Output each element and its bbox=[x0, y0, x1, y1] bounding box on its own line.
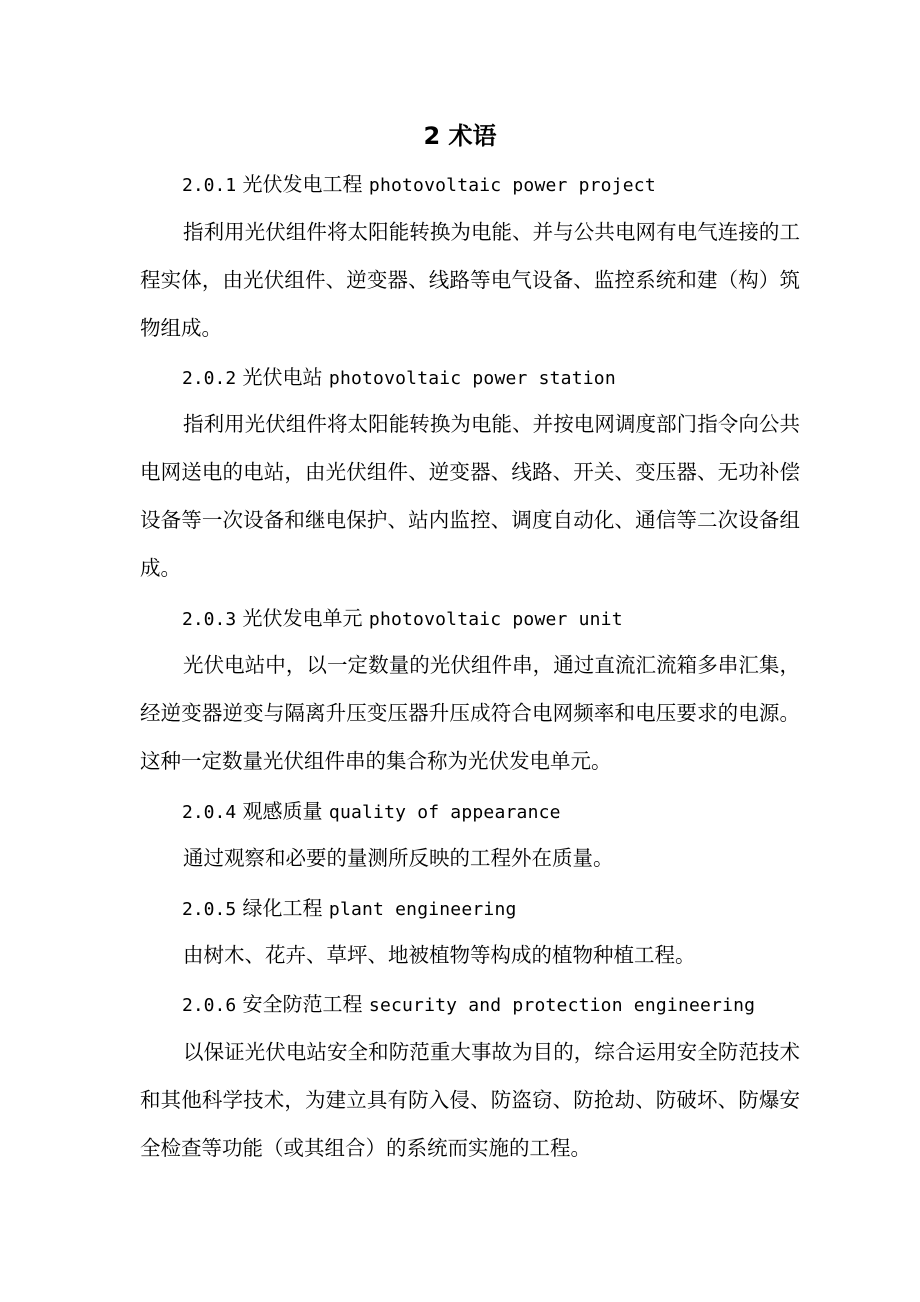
term-definition-2-0-2: 指利用光伏组件将太阳能转换为电能、并按电网调度部门指令向公共电网送电的电站，由光伏组件、逆变器、线路、开关、变压器、无功补偿设备等一次设备和继电保护、站内监控、调度自动化、通信等二次设备组成。 bbox=[140, 412, 800, 580]
term-definition-2-0-1: 指利用光伏组件将太阳能转换为电能、并与公共电网有电气连接的工程实体，由光伏组件、逆变器、线路等电气设备、监控系统和建（构）筑物组成。 bbox=[140, 220, 800, 340]
term-chinese: 观感质量 bbox=[242, 799, 323, 823]
term-heading-2-0-1 bbox=[182, 170, 822, 200]
term-heading-2-0-5 bbox=[182, 894, 822, 924]
term-english: photovoltaic power unit bbox=[368, 609, 623, 630]
term-number: 2.0.2 bbox=[182, 368, 237, 389]
term-number: 2.0.5 bbox=[182, 899, 237, 920]
term-english: security and protection engineering bbox=[368, 995, 756, 1016]
term-heading-2-0-6 bbox=[182, 990, 822, 1020]
term-english: quality of appearance bbox=[328, 802, 561, 823]
term-number: 2.0.6 bbox=[182, 995, 237, 1016]
term-chinese: 光伏发电工程 bbox=[242, 172, 363, 196]
section-title: 2 术语 bbox=[423, 122, 497, 150]
term-definition-2-0-5: 由树木、花卉、草坪、地被植物等构成的植物种植工程。 bbox=[183, 943, 696, 967]
term-chinese: 安全防范工程 bbox=[242, 992, 363, 1016]
term-definition-2-0-6: 以保证光伏电站安全和防范重大事故为目的，综合运用安全防范技术和其他科学技术，为建立具有防入侵、防盗窃、防抢劫、防破坏、防爆安全检查等功能（或其组合）的系统而实施的工程。 bbox=[140, 1040, 800, 1160]
term-heading-2-0-2 bbox=[182, 363, 822, 393]
term-chinese: 绿化工程 bbox=[242, 896, 323, 920]
term-english: photovoltaic power project bbox=[368, 175, 656, 196]
term-heading-2-0-4 bbox=[182, 797, 822, 827]
term-chinese: 光伏发电单元 bbox=[242, 606, 363, 630]
term-definition-2-0-3: 光伏电站中，以一定数量的光伏组件串，通过直流汇流箱多串汇集，经逆变器逆变与隔离升压变压器升压成符合电网频率和电压要求的电源。这种一定数量光伏组件串的集合称为光伏发电单元。 bbox=[140, 653, 800, 773]
term-number: 2.0.1 bbox=[182, 175, 237, 196]
term-number: 2.0.3 bbox=[182, 609, 237, 630]
term-english: photovoltaic power station bbox=[328, 368, 616, 389]
term-english: plant engineering bbox=[328, 899, 517, 920]
term-number: 2.0.4 bbox=[182, 802, 237, 823]
term-definition-2-0-4: 通过观察和必要的量测所反映的工程外在质量。 bbox=[183, 846, 614, 870]
term-chinese: 光伏电站 bbox=[242, 365, 323, 389]
term-heading-2-0-3 bbox=[182, 604, 822, 634]
